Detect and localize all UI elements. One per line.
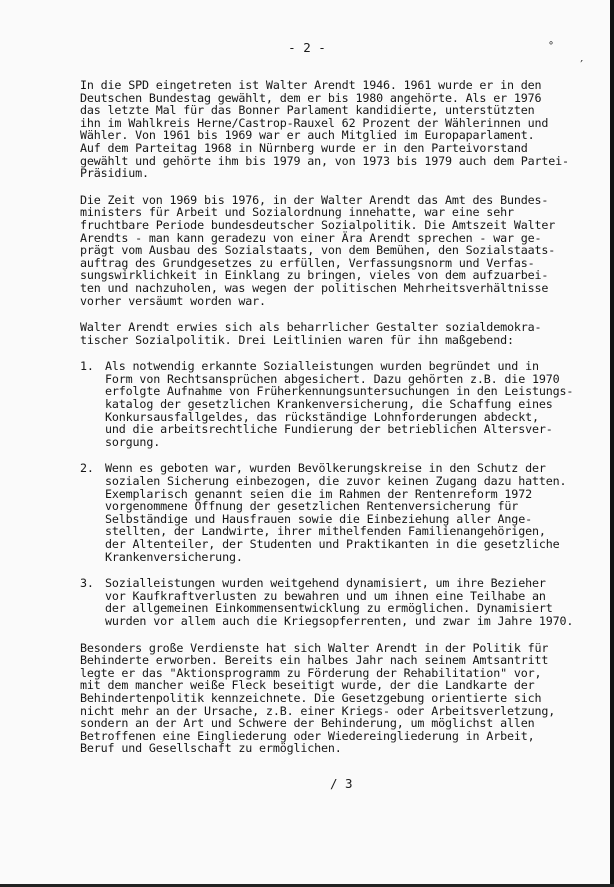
- text-line: Form von Rechtsansprüchen abgesichert. Dazu gehörten z.B. die 1970: [105, 371, 560, 386]
- paragraph-ministry-era: [80, 194, 580, 307]
- text-line: Betroffenen eine Eingliederung oder Wiedereingliederung in Arbeit,: [80, 728, 535, 743]
- document-body: [80, 79, 580, 769]
- text-line: sondern an der Art und Schwere der Behinderung, um möglichst allen: [80, 716, 535, 731]
- list-item-guideline-2: [80, 462, 580, 563]
- scan-speck: ′: [578, 58, 586, 72]
- list-number: 2.: [80, 461, 94, 476]
- text-line: Walter Arendt erwies sich als beharrlicher Gestalter sozialdemokra-: [80, 320, 542, 335]
- text-line: Deutschen Bundestag gewählt, dem er bis 1980 angehörte. Als er 1976: [80, 90, 542, 105]
- paragraph-disability-policy: [80, 642, 580, 755]
- text-line: ihn im Wahlkreis Herne/Castrop-Rauxel 62 Prozent der Wählerinnen und: [80, 115, 549, 130]
- text-line: nicht mehr an der Ursache, z.B. einer Kriegs- oder Arbeitsverletzung,: [80, 703, 556, 718]
- text-line: Die Zeit von 1969 bis 1976, in der Walter Arendt das Amt des Bundes-: [80, 192, 549, 207]
- text-line: sungswirklichkeit in Einklang zu bringen, vieles von dem aufzuarbei-: [80, 268, 549, 283]
- paragraph-guidelines-intro: [80, 321, 580, 346]
- text-line: und die arbeitsrechtliche Fundierung der betrieblichen Altersver-: [105, 422, 553, 437]
- text-line: Konkursausfallgeldes, das rückständige Lohnforderungen abdeckt,: [105, 409, 539, 424]
- paragraph-party-career: [80, 79, 580, 180]
- list-number: 1.: [80, 359, 94, 374]
- text-line: stellten, der Landwirte, ihrer mithelfenden Familienangehörigen,: [105, 524, 546, 539]
- text-line: Beruf und Gesellschaft zu ermöglichen.: [80, 741, 342, 756]
- text-line: Wenn es geboten war, wurden Bevölkerungskreise in den Schutz der: [105, 461, 546, 476]
- text-line: ten und nachzuholen, was wegen der politischen Mehrheitsverhältnisse: [80, 280, 549, 295]
- text-line: Behindertenpolitik kennzeichnete. Die Gesetzgebung orientierte sich: [80, 690, 542, 705]
- text-line: tischer Sozialpolitik. Drei Leitlinien waren für ihn maßgebend:: [80, 332, 514, 347]
- text-line: erfolgte Aufnahme von Früherkennungsuntersuchungen in den Leistungs-: [105, 384, 574, 399]
- text-line: Selbständige und Hausfrauen sowie die Einbeziehung aller Ange-: [105, 511, 532, 526]
- text-line: Behinderte erworben. Bereits ein halbes Jahr nach seinem Amtsantritt: [80, 653, 549, 668]
- text-line: der Altenteiler, der Studenten und Praktikanten in die gesetzliche: [105, 537, 560, 551]
- text-line: legte er das "Aktionsprogramm zu Förderung der Rehabilitation" vor,: [80, 665, 542, 680]
- text-line: auftrag des Grundgesetzes zu erfüllen, Verfassungsnorm und Verfas-: [80, 255, 535, 270]
- text-line: der allgemeinen Einkommensentwicklung zu ermöglichen. Dynamisiert: [105, 601, 553, 616]
- text-line: katalog der gesetzlichen Krankenversicherung, die Schaffung eines: [105, 397, 553, 412]
- text-line: Präsidium.: [80, 166, 149, 181]
- text-line: Arendts - man kann geradezu von einer Ära Arendt sprechen - war ge-: [80, 230, 542, 245]
- list-item-guideline-3: [80, 577, 580, 627]
- text-line: vor Kaufkraftverlusten zu bewahren und um ihnen eine Teilhabe an: [105, 588, 546, 603]
- text-line: In die SPD eingetreten ist Walter Arendt 1946. 1961 wurde er in den: [80, 78, 542, 92]
- text-line: prägt vom Ausbau des Sozialstaats, von dem Bemühen, den Sozialstaats-: [80, 243, 556, 258]
- text-line: Krankenversicherung.: [105, 549, 243, 564]
- scan-edge-right: [610, 0, 614, 887]
- list-item-guideline-1: [80, 360, 580, 448]
- text-line: sorgung.: [105, 434, 161, 449]
- text-line: sozialen Sicherung einbezogen, die zuvor keinen Zugang dazu hatten.: [105, 474, 567, 489]
- scan-speck: ∘: [548, 38, 555, 49]
- text-line: wurden vor allem auch die Kriegsopferrenten, und zwar im Jahre 1970.: [105, 613, 574, 628]
- text-line: Wähler. Von 1961 bis 1969 war er auch Mitglied im Europaparlament.: [80, 128, 535, 143]
- text-line: ministers für Arbeit und Sozialordnung innehatte, war eine sehr: [80, 205, 514, 220]
- text-line: fruchtbare Periode bundesdeutscher Sozialpolitik. Die Amtszeit Walter: [80, 217, 556, 232]
- text-line: Exemplarisch genannt seien die im Rahmen der Rentenreform 1972: [105, 486, 532, 501]
- text-line: vorher versäumt worden war.: [80, 293, 266, 308]
- list-number: 3.: [80, 576, 94, 591]
- continuation-marker: / 3: [330, 776, 353, 791]
- text-line: vorgenommene Öffnung der gesetzlichen Rentenversicherung für: [105, 499, 519, 514]
- page-number: - 2 -: [288, 40, 326, 55]
- text-line: das letzte Mal für das Bonner Parlament kandidierte, unterstützten: [80, 103, 535, 118]
- text-line: Auf dem Parteitag 1968 in Nürnberg wurde er in den Parteivorstand: [80, 140, 528, 155]
- text-line: mit dem mancher weiße Fleck beseitigt wurde, der die Landkarte der: [80, 678, 535, 693]
- text-line: Besonders große Verdienste hat sich Walter Arendt in der Politik für: [80, 640, 549, 655]
- text-line: Als notwendig erkannte Sozialleistungen wurden begründet und in: [105, 359, 539, 374]
- text-line: gewählt und gehörte ihm bis 1979 an, von 1973 bis 1979 auch dem Partei-: [80, 153, 569, 168]
- text-line: Sozialleistungen wurden weitgehend dynamisiert, um ihre Bezieher: [105, 576, 546, 591]
